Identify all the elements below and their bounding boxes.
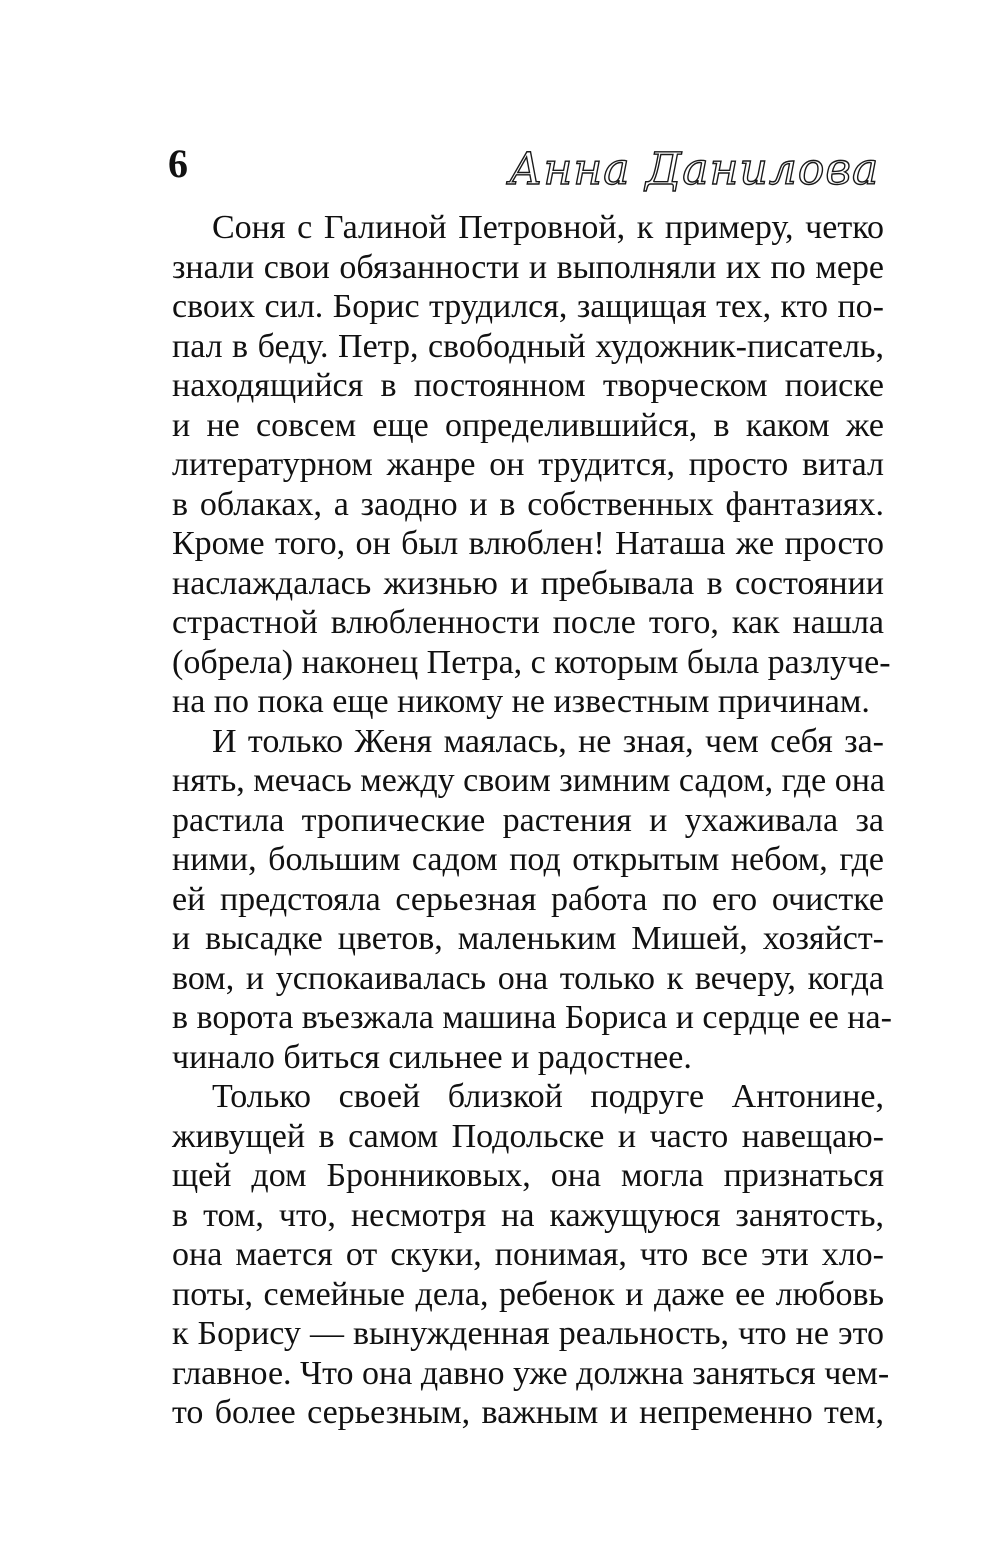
paragraph-3 [172,1077,890,1433]
author-name-text: Анна Данилова [509,144,880,195]
text-line: пал в беду. Петр, свободный художник-писатель, [172,327,884,365]
text-line: наслаждалась жизнью и пребывала в состоянии [172,564,884,602]
text-line: ей предстояла серьезная работа по его очистке [172,880,884,918]
text-line: в том, что, несмотря на кажущуюся занятость, [172,1196,884,1234]
text-line: нять, мечась между своим зимним садом, где она [172,762,886,799]
text-line: растила тропические растения и ухаживала за [172,801,884,839]
text-line: находящийся в постоянном творческом поиске [172,367,884,404]
text-line: живущей в самом Подольске и часто навещаю- [172,1117,884,1155]
paragraph-1 [172,208,891,722]
text-line: то более серьезным, важным и непременно тем, [172,1394,884,1431]
text-line: в ворота въезжала машина Бориса и сердце ее на- [172,999,892,1036]
text-line: щей дом Бронниковых, она могла признаться [172,1157,884,1194]
text-line: в облаках, а заодно и в собственных фантазиях. [172,485,884,523]
text-line: на по пока еще никому не известным причинам. [172,683,870,720]
text-line: она мается от скуки, понимая, что все эти хло- [172,1236,884,1273]
text-line: и не совсем еще определившийся, в каком же [172,406,884,444]
text-line: Только своей близкой подруге Антонине, [212,1078,884,1115]
running-header-author [505,126,900,206]
body-text [172,208,892,1433]
text-line: И только Женя маялась, не зная, чем себя за- [212,722,884,760]
text-line: чинало биться сильнее и радостнее. [172,1038,692,1076]
paragraph-2 [172,722,892,1078]
text-line: ними, большим садом под открытым небом, где [172,841,884,878]
text-line: своих сил. Борис трудился, защищая тех, кто по- [172,288,884,325]
page-number: 6 [168,141,188,186]
text-line: страстной влюбленности после того, как нашла [172,604,884,641]
text-line: (обрела) наконец Петра, с которым была разлуче- [172,643,891,681]
text-line: главное. Что она давно уже должна заняться чем- [172,1354,890,1392]
text-line: поты, семейные дела, ребенок и даже ее любовь [172,1275,884,1313]
text-line: Кроме того, он был влюблен! Наташа же просто [172,525,884,562]
text-line: знали свои обязанности и выполняли их по мере [172,248,884,286]
text-line: вом, и успокаивалась она только к вечеру, когда [172,959,884,997]
text-line: и высадке цветов, маленьким Мишей, хозяйст- [172,920,884,957]
text-line: литературном жанре он трудится, просто витал [172,446,884,483]
text-line: Соня с Галиной Петровной, к примеру, четко [212,209,884,246]
text-line: к Борису — вынужденная реальность, что не это [172,1315,884,1352]
